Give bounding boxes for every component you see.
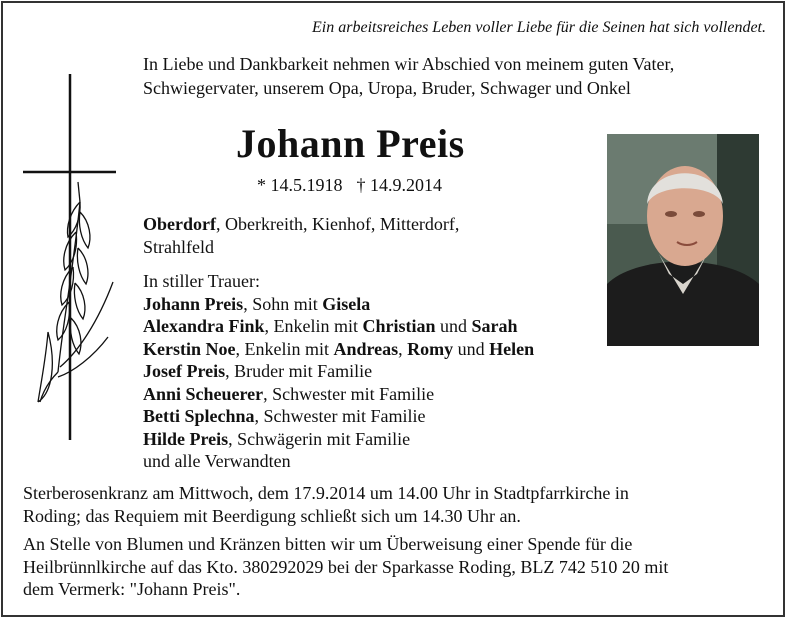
place-rest: , Oberkreith, Kienhof, Mitterdorf, (215, 214, 460, 234)
mourners-closing: und alle Verwandten (143, 451, 291, 471)
life-dates (257, 175, 456, 196)
motto-text: Ein arbeitsreiches Leben voller Liebe für die Seinen hat sich vollendet. (312, 19, 766, 36)
mourner-row: Hilde Preis, Schwägerin mit Familie (143, 428, 411, 449)
birth-date: * 14.5.1918 (257, 175, 343, 195)
deceased-name: Johann Preis (236, 121, 465, 166)
mourner-row: Josef Preis, Bruder mit Familie (143, 361, 373, 381)
mourner-row: Anni Scheuerer, Schwester mit Familie (143, 383, 435, 404)
intro-line: In Liebe und Dankbarkeit nehmen wir Abschied von meinem guten Vater, (143, 54, 675, 74)
place-main: Oberdorf (143, 214, 216, 234)
places (143, 213, 459, 259)
portrait-photo (607, 134, 759, 346)
cross-with-wheat-icon (18, 72, 118, 442)
death-date: † 14.9.2014 (356, 175, 442, 195)
mourner-row: Johann Preis, Sohn mit Gisela (143, 293, 371, 314)
mourner-row: Kerstin Noe, Enkelin mit Andreas, Romy und Helen (143, 338, 535, 359)
intro-text (143, 52, 674, 100)
mourning-intro: In stiller Trauer: (143, 271, 260, 291)
donation-paragraph: An Stelle von Blumen und Kränzen bitten wir um Überweisung einer Spende für die Heilbrünnlkirche auf das Kto. 380292029 bei der Sparkasse Roding, BLZ 742 510 20 mit dem Vermerk: "Johann Preis". (23, 534, 669, 599)
place-line2: Strahlfeld (143, 237, 214, 257)
rosary-paragraph: Sterberosenkranz am Mittwoch, dem 17.9.2014 um 14.00 Uhr in Stadtpfarrkirche in Roding; das Requiem mit Beerdigung schließt sich um 14.30 Uhr an. (23, 483, 629, 526)
intro-line: Schwiegervater, unserem Opa, Uropa, Bruder, Schwager und Onkel (143, 78, 631, 98)
mourner-row: Alexandra Fink, Enkelin mit Christian und Sarah (143, 316, 518, 336)
mourners-list (143, 270, 534, 473)
mourner-row: Betti Splechna, Schwester mit Familie (143, 406, 426, 426)
